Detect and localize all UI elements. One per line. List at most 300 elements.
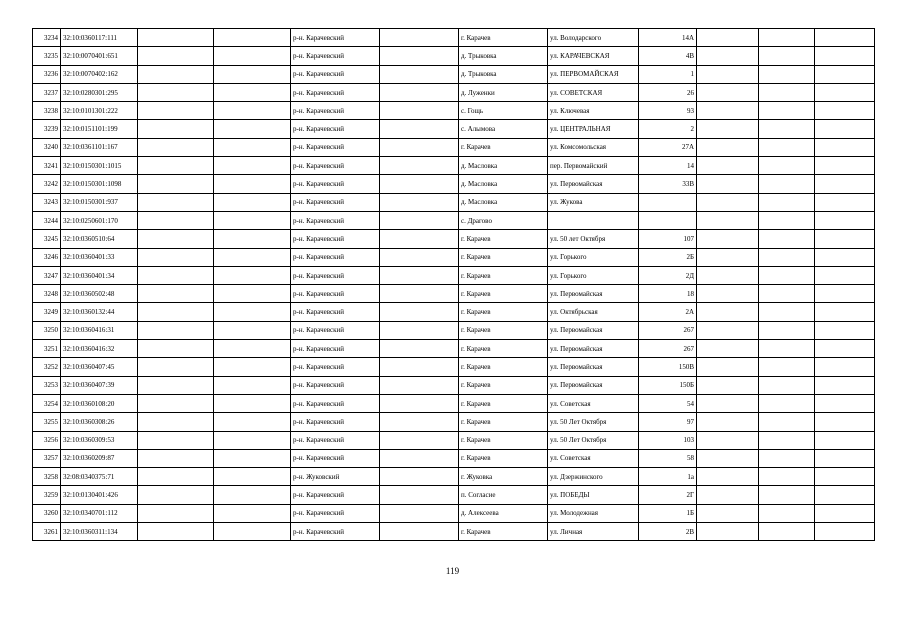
cell-city: д. Масловка	[459, 175, 548, 193]
cell-empty	[815, 157, 875, 175]
cell-house	[639, 193, 697, 211]
cell-district: р-н. Карачевский	[291, 340, 380, 358]
cell-empty	[697, 138, 759, 156]
cell-city: г. Карачев	[459, 321, 548, 339]
cell-empty	[138, 211, 214, 229]
cell-city: д. Трыковка	[459, 47, 548, 65]
cell-cadastre: 32:10:0150301:1098	[61, 175, 138, 193]
cell-cadastre: 32:10:0150301:1015	[61, 157, 138, 175]
cell-num: 3244	[33, 211, 61, 229]
cell-empty	[380, 83, 459, 101]
cell-empty	[380, 102, 459, 120]
cell-empty	[697, 285, 759, 303]
cell-street: ул. Советская	[548, 449, 639, 467]
cell-cadastre: 32:08:0340375:71	[61, 468, 138, 486]
cell-empty	[138, 394, 214, 412]
cell-empty	[138, 65, 214, 83]
cell-city: г. Карачев	[459, 358, 548, 376]
cell-empty	[759, 83, 815, 101]
cell-empty	[380, 120, 459, 138]
cell-street: ул. Володарского	[548, 29, 639, 47]
table-row	[33, 29, 875, 47]
cell-empty	[138, 285, 214, 303]
cell-empty	[759, 285, 815, 303]
cell-empty	[815, 193, 875, 211]
cell-city: г. Карачев	[459, 413, 548, 431]
cell-district: р-н. Жуковский	[291, 468, 380, 486]
cell-empty	[759, 47, 815, 65]
cell-district: р-н. Карачевский	[291, 449, 380, 467]
cell-empty	[138, 193, 214, 211]
cell-empty	[697, 504, 759, 522]
cell-empty	[759, 120, 815, 138]
cell-district: р-н. Карачевский	[291, 358, 380, 376]
table-row	[33, 120, 875, 138]
cell-empty	[697, 193, 759, 211]
cell-empty	[380, 468, 459, 486]
cell-num: 3259	[33, 486, 61, 504]
cell-num: 3242	[33, 175, 61, 193]
cell-city: г. Карачев	[459, 230, 548, 248]
cell-num: 3255	[33, 413, 61, 431]
cell-cadastre: 32:10:0360108:20	[61, 394, 138, 412]
cell-empty	[697, 321, 759, 339]
cell-district: р-н. Карачевский	[291, 523, 380, 541]
cell-empty	[815, 211, 875, 229]
cell-empty	[214, 376, 291, 394]
cell-house: 2	[639, 120, 697, 138]
cell-empty	[380, 157, 459, 175]
cell-empty	[759, 102, 815, 120]
cell-empty	[759, 175, 815, 193]
cell-cadastre: 32:10:0360510:64	[61, 230, 138, 248]
table-row	[33, 394, 875, 412]
cell-empty	[815, 120, 875, 138]
cell-empty	[214, 29, 291, 47]
cell-empty	[380, 431, 459, 449]
cell-empty	[138, 175, 214, 193]
cell-empty	[759, 523, 815, 541]
cell-house: 2А	[639, 303, 697, 321]
table-row	[33, 523, 875, 541]
cell-empty	[380, 394, 459, 412]
cell-empty	[214, 266, 291, 284]
cell-empty	[697, 102, 759, 120]
cell-empty	[380, 175, 459, 193]
cell-house: 1Б	[639, 504, 697, 522]
cell-empty	[697, 29, 759, 47]
table-row	[33, 486, 875, 504]
cell-empty	[214, 340, 291, 358]
cell-empty	[759, 486, 815, 504]
cell-street: ул. Первомайская	[548, 321, 639, 339]
cell-num: 3250	[33, 321, 61, 339]
cell-house: 2Г	[639, 486, 697, 504]
cell-street: ул. 50 лет Октября	[548, 230, 639, 248]
table-row	[33, 230, 875, 248]
cell-num: 3239	[33, 120, 61, 138]
cell-num: 3246	[33, 248, 61, 266]
cell-empty	[138, 47, 214, 65]
cell-district: р-н. Карачевский	[291, 431, 380, 449]
cell-num: 3253	[33, 376, 61, 394]
cell-empty	[214, 321, 291, 339]
cell-cadastre: 32:10:0130401:426	[61, 486, 138, 504]
cell-empty	[815, 47, 875, 65]
cell-empty	[815, 102, 875, 120]
cell-street: ул. ЦЕНТРАЛЬНАЯ	[548, 120, 639, 138]
cell-empty	[214, 83, 291, 101]
cell-city: г. Карачев	[459, 449, 548, 467]
cell-empty	[759, 321, 815, 339]
cell-empty	[214, 303, 291, 321]
cell-empty	[138, 431, 214, 449]
cell-city: г. Жуковка	[459, 468, 548, 486]
cell-empty	[214, 358, 291, 376]
cell-house: 2В	[639, 523, 697, 541]
cell-street: пер. Первомайский	[548, 157, 639, 175]
cell-street: ул. Личная	[548, 523, 639, 541]
table-row	[33, 504, 875, 522]
cell-city: д. Масловка	[459, 193, 548, 211]
registry-table	[32, 28, 875, 541]
cell-empty	[214, 285, 291, 303]
cell-house: 26	[639, 83, 697, 101]
cell-cadastre: 32:10:0151101:199	[61, 120, 138, 138]
cell-empty	[815, 523, 875, 541]
table-row	[33, 358, 875, 376]
cell-city: г. Карачев	[459, 523, 548, 541]
cell-empty	[759, 157, 815, 175]
cell-cadastre: 32:10:0070402:162	[61, 65, 138, 83]
cell-empty	[697, 211, 759, 229]
table-row	[33, 175, 875, 193]
cell-house: 1а	[639, 468, 697, 486]
cell-empty	[214, 468, 291, 486]
table-row	[33, 340, 875, 358]
cell-cadastre: 32:10:0360308:26	[61, 413, 138, 431]
cell-empty	[380, 413, 459, 431]
page-number: 119	[445, 566, 460, 576]
cell-house: 2Д	[639, 266, 697, 284]
cell-empty	[759, 193, 815, 211]
cell-city: с. Драгово	[459, 211, 548, 229]
cell-empty	[214, 523, 291, 541]
cell-empty	[697, 47, 759, 65]
cell-empty	[138, 523, 214, 541]
cell-empty	[214, 193, 291, 211]
cell-empty	[380, 523, 459, 541]
cell-house: 150В	[639, 358, 697, 376]
cell-city: г. Карачев	[459, 376, 548, 394]
cell-empty	[697, 358, 759, 376]
table-row	[33, 83, 875, 101]
cell-house: 107	[639, 230, 697, 248]
cell-street: ул. КАРАЧЕВСКАЯ	[548, 47, 639, 65]
cell-empty	[697, 157, 759, 175]
cell-cadastre: 32:10:0360407:45	[61, 358, 138, 376]
cell-district: р-н. Карачевский	[291, 321, 380, 339]
cell-street: ул. ПОБЕДЫ	[548, 486, 639, 504]
cell-empty	[697, 175, 759, 193]
table-row	[33, 376, 875, 394]
cell-empty	[214, 449, 291, 467]
cell-district: р-н. Карачевский	[291, 413, 380, 431]
cell-empty	[697, 449, 759, 467]
cell-num: 3252	[33, 358, 61, 376]
cell-empty	[380, 358, 459, 376]
cell-num: 3261	[33, 523, 61, 541]
cell-num: 3240	[33, 138, 61, 156]
cell-house: 97	[639, 413, 697, 431]
cell-city: г. Карачев	[459, 394, 548, 412]
cell-city: д. Масловка	[459, 157, 548, 175]
cell-street: ул. Горького	[548, 248, 639, 266]
cell-empty	[214, 211, 291, 229]
cell-empty	[138, 29, 214, 47]
cell-empty	[815, 376, 875, 394]
cell-street: ул. Молодежная	[548, 504, 639, 522]
cell-empty	[697, 523, 759, 541]
cell-city: г. Карачев	[459, 303, 548, 321]
cell-street: ул. Комсомольская	[548, 138, 639, 156]
cell-cadastre: 32:10:0070401:651	[61, 47, 138, 65]
cell-empty	[759, 468, 815, 486]
table-row	[33, 248, 875, 266]
table-row	[33, 138, 875, 156]
cell-house: 54	[639, 394, 697, 412]
cell-empty	[380, 211, 459, 229]
cell-city: г. Карачев	[459, 285, 548, 303]
cell-city: д. Трыковка	[459, 65, 548, 83]
cell-empty	[697, 413, 759, 431]
cell-empty	[815, 486, 875, 504]
cell-house	[639, 211, 697, 229]
cell-cadastre: 32:10:0361101:167	[61, 138, 138, 156]
cell-house: 18	[639, 285, 697, 303]
table-row	[33, 431, 875, 449]
cell-empty	[214, 230, 291, 248]
cell-empty	[759, 29, 815, 47]
cell-empty	[214, 47, 291, 65]
cell-street: ул. Первомайская	[548, 175, 639, 193]
cell-empty	[697, 65, 759, 83]
cell-district: р-н. Карачевский	[291, 138, 380, 156]
cell-street: ул. Горького	[548, 266, 639, 284]
cell-empty	[138, 102, 214, 120]
cell-empty	[815, 303, 875, 321]
registry-rows	[33, 29, 875, 541]
cell-num: 3235	[33, 47, 61, 65]
table-row	[33, 413, 875, 431]
cell-empty	[214, 65, 291, 83]
cell-cadastre: 32:10:0360416:32	[61, 340, 138, 358]
cell-empty	[380, 285, 459, 303]
cell-empty	[214, 175, 291, 193]
cell-empty	[815, 138, 875, 156]
cell-empty	[214, 138, 291, 156]
table-row	[33, 65, 875, 83]
cell-empty	[815, 413, 875, 431]
cell-empty	[759, 230, 815, 248]
cell-empty	[138, 83, 214, 101]
cell-street: ул. Советская	[548, 394, 639, 412]
cell-city: г. Карачев	[459, 266, 548, 284]
cell-street: ул. Дзержинского	[548, 468, 639, 486]
cell-city: г. Карачев	[459, 340, 548, 358]
cell-house: 58	[639, 449, 697, 467]
cell-empty	[759, 211, 815, 229]
cell-district: р-н. Карачевский	[291, 193, 380, 211]
cell-district: р-н. Карачевский	[291, 248, 380, 266]
cell-district: р-н. Карачевский	[291, 211, 380, 229]
cell-empty	[380, 230, 459, 248]
cell-street: ул. Первомайская	[548, 285, 639, 303]
cell-city: г. Карачев	[459, 29, 548, 47]
cell-house: 33В	[639, 175, 697, 193]
cell-cadastre: 32:10:0360416:31	[61, 321, 138, 339]
cell-empty	[380, 303, 459, 321]
cell-house: 103	[639, 431, 697, 449]
cell-empty	[214, 486, 291, 504]
cell-empty	[759, 340, 815, 358]
table-row	[33, 303, 875, 321]
cell-empty	[815, 431, 875, 449]
cell-district: р-н. Карачевский	[291, 303, 380, 321]
cell-house: 150Б	[639, 376, 697, 394]
cell-district: р-н. Карачевский	[291, 394, 380, 412]
cell-cadastre: 32:10:0250601:170	[61, 211, 138, 229]
cell-empty	[214, 413, 291, 431]
cell-house: 267	[639, 340, 697, 358]
cell-empty	[138, 504, 214, 522]
cell-num: 3248	[33, 285, 61, 303]
cell-empty	[214, 504, 291, 522]
cell-empty	[138, 248, 214, 266]
cell-district: р-н. Карачевский	[291, 376, 380, 394]
cell-cadastre: 32:10:0360311:134	[61, 523, 138, 541]
table-row	[33, 449, 875, 467]
cell-cadastre: 32:10:0360502:48	[61, 285, 138, 303]
cell-num: 3256	[33, 431, 61, 449]
cell-empty	[380, 193, 459, 211]
cell-empty	[138, 266, 214, 284]
cell-cadastre: 32:10:0150301:937	[61, 193, 138, 211]
table-row	[33, 321, 875, 339]
cell-empty	[759, 138, 815, 156]
cell-empty	[380, 266, 459, 284]
cell-num: 3238	[33, 102, 61, 120]
cell-cadastre: 32:10:0340701:112	[61, 504, 138, 522]
cell-empty	[214, 248, 291, 266]
cell-street: ул. 50 Лет Октября	[548, 431, 639, 449]
cell-empty	[815, 504, 875, 522]
cell-district: р-н. Карачевский	[291, 175, 380, 193]
table-row	[33, 211, 875, 229]
cell-empty	[815, 340, 875, 358]
table-row	[33, 102, 875, 120]
cell-cadastre: 32:10:0360401:34	[61, 266, 138, 284]
cell-empty	[138, 413, 214, 431]
cell-empty	[697, 266, 759, 284]
cell-num: 3249	[33, 303, 61, 321]
cell-empty	[697, 248, 759, 266]
table-row	[33, 47, 875, 65]
cell-empty	[815, 468, 875, 486]
cell-empty	[815, 83, 875, 101]
cell-empty	[214, 157, 291, 175]
table-row	[33, 193, 875, 211]
cell-city: г. Карачев	[459, 138, 548, 156]
cell-city: г. Карачев	[459, 248, 548, 266]
cell-empty	[697, 340, 759, 358]
cell-empty	[815, 29, 875, 47]
cell-empty	[214, 431, 291, 449]
cell-house: 27А	[639, 138, 697, 156]
cell-empty	[759, 504, 815, 522]
cell-cadastre: 32:10:0360117:111	[61, 29, 138, 47]
cell-city: с. Алымова	[459, 120, 548, 138]
cell-street: ул. Первомайская	[548, 376, 639, 394]
cell-district: р-н. Карачевский	[291, 157, 380, 175]
cell-street: ул. Ключевая	[548, 102, 639, 120]
cell-district: р-н. Карачевский	[291, 83, 380, 101]
cell-street: ул. Первомайская	[548, 358, 639, 376]
cell-empty	[138, 376, 214, 394]
cell-cadastre: 32:10:0280301:295	[61, 83, 138, 101]
cell-empty	[138, 468, 214, 486]
cell-num: 3247	[33, 266, 61, 284]
cell-empty	[697, 120, 759, 138]
cell-street	[548, 211, 639, 229]
cell-district: р-н. Карачевский	[291, 65, 380, 83]
table-row	[33, 285, 875, 303]
table-row	[33, 468, 875, 486]
cell-city: п. Согласие	[459, 486, 548, 504]
cell-house: 2Б	[639, 248, 697, 266]
cell-cadastre: 32:10:0360401:33	[61, 248, 138, 266]
cell-num: 3257	[33, 449, 61, 467]
cell-district: р-н. Карачевский	[291, 47, 380, 65]
cell-district: р-н. Карачевский	[291, 266, 380, 284]
cell-empty	[759, 248, 815, 266]
cell-house: 14	[639, 157, 697, 175]
cell-district: р-н. Карачевский	[291, 29, 380, 47]
cell-street: ул. Первомайская	[548, 340, 639, 358]
cell-street: ул. 50 Лет Октября	[548, 413, 639, 431]
cell-empty	[697, 431, 759, 449]
cell-empty	[138, 321, 214, 339]
cell-empty	[759, 358, 815, 376]
cell-empty	[815, 175, 875, 193]
cell-house: 1	[639, 65, 697, 83]
cell-empty	[380, 29, 459, 47]
cell-empty	[697, 230, 759, 248]
cell-empty	[380, 321, 459, 339]
cell-empty	[697, 303, 759, 321]
cell-house: 93	[639, 102, 697, 120]
cell-empty	[815, 65, 875, 83]
cell-street: ул. СОВЕТСКАЯ	[548, 83, 639, 101]
cell-empty	[759, 394, 815, 412]
cell-empty	[759, 413, 815, 431]
cell-empty	[138, 486, 214, 504]
cell-empty	[138, 449, 214, 467]
cell-num: 3237	[33, 83, 61, 101]
cell-empty	[214, 120, 291, 138]
cell-empty	[138, 340, 214, 358]
cell-empty	[815, 266, 875, 284]
